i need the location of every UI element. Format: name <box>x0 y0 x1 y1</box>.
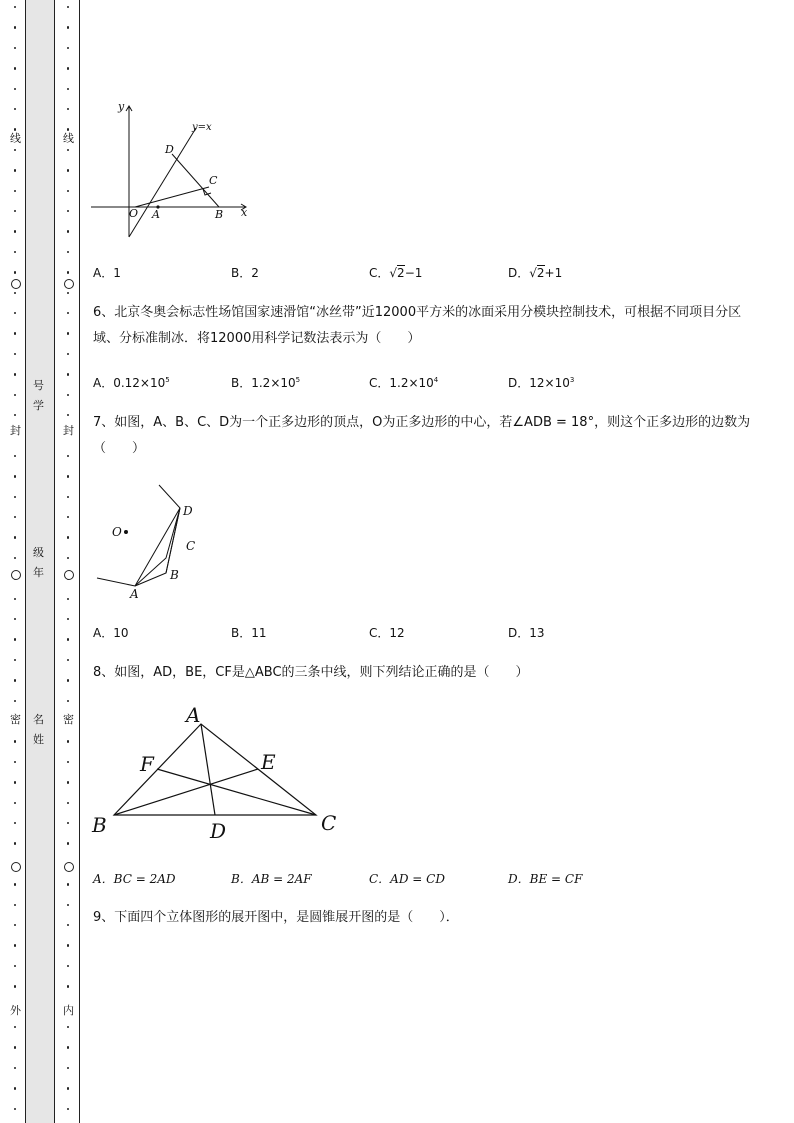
binding-dot <box>14 332 16 334</box>
q5-option-c-prefix: C． <box>369 266 390 280</box>
binding-dot <box>67 169 69 171</box>
binding-dot <box>67 944 69 946</box>
binding-dot <box>14 822 16 824</box>
q6-option-d-text: D．12×10 <box>508 376 570 390</box>
binding-dot <box>14 271 16 273</box>
binding-dot <box>67 985 69 987</box>
binding-dot <box>14 414 16 416</box>
q7-option-c[interactable]: C．12 <box>369 626 405 640</box>
binding-dot <box>14 26 16 28</box>
outer-label-feng: 封 <box>10 424 21 437</box>
label-O: O <box>129 207 139 220</box>
q6-option-b-text: B．1.2×10 <box>231 376 296 390</box>
q5-option-c-tail: −1 <box>404 266 423 280</box>
binding-dot <box>67 904 69 906</box>
binding-hole <box>11 862 21 872</box>
q5-option-d[interactable] <box>508 264 562 281</box>
binding-dot <box>14 1026 16 1028</box>
binding-dot <box>67 475 69 477</box>
binding-dot <box>14 190 16 192</box>
label-B: B <box>215 208 224 221</box>
sqrt-sign: √ <box>389 266 398 280</box>
binding-dot <box>67 618 69 620</box>
binding-dot <box>67 1108 69 1110</box>
q5-option-a[interactable]: A．1 <box>93 266 121 280</box>
binding-dot <box>67 292 69 294</box>
inner-label-nei: 内 <box>63 1004 74 1017</box>
binding-dot <box>14 373 16 375</box>
binding-dot <box>67 557 69 559</box>
binding-dot <box>14 883 16 885</box>
binding-dot <box>14 292 16 294</box>
info-label-xue: 学 <box>33 399 44 412</box>
binding-dot <box>14 353 16 355</box>
binding-dot <box>67 210 69 212</box>
binding-hole <box>11 279 21 289</box>
inner-label-mi: 密 <box>63 713 74 726</box>
label-C: C <box>321 811 337 835</box>
label-B: B <box>92 813 107 837</box>
label-C: C <box>209 174 218 187</box>
binding-dot <box>67 88 69 90</box>
binding-dot <box>14 6 16 8</box>
q7-option-a[interactable]: A．10 <box>93 626 129 640</box>
student-info-band <box>25 0 55 1123</box>
q6-option-a[interactable] <box>93 374 170 391</box>
binding-dot <box>14 536 16 538</box>
binding-dot <box>67 822 69 824</box>
binding-dot <box>14 618 16 620</box>
label-A: A <box>130 587 139 601</box>
inner-label-xian: 线 <box>63 132 74 145</box>
binding-dot <box>67 414 69 416</box>
label-E: E <box>261 750 276 774</box>
polygon-edges <box>97 485 180 586</box>
q5-option-d-radicand: 2 <box>536 266 545 280</box>
info-label-hao: 号 <box>33 379 44 392</box>
binding-dot <box>67 496 69 498</box>
q7-option-b[interactable]: B．11 <box>231 626 267 640</box>
label-D: D <box>210 819 227 843</box>
binding-dot <box>14 394 16 396</box>
binding-dot <box>67 312 69 314</box>
line-y-equals-x <box>129 128 196 237</box>
q8-option-a[interactable]: A．BC = 2AD <box>93 872 176 886</box>
binding-dot <box>14 251 16 253</box>
outer-label-mi: 密 <box>10 713 21 726</box>
q5-coordinate-figure <box>88 96 258 246</box>
binding-dot <box>14 108 16 110</box>
binding-dot <box>67 271 69 273</box>
binding-dot <box>67 353 69 355</box>
binding-dot <box>67 781 69 783</box>
binding-dot <box>67 924 69 926</box>
binding-dot <box>67 802 69 804</box>
sqrt-sign: √ <box>529 266 537 280</box>
binding-dot <box>67 1046 69 1048</box>
binding-dot <box>67 190 69 192</box>
binding-dot <box>67 108 69 110</box>
label-line: y=x <box>192 122 212 133</box>
binding-dot <box>14 944 16 946</box>
q7-option-d[interactable]: D．13 <box>508 626 545 640</box>
q8-option-b[interactable]: B．AB = 2AF <box>231 872 312 886</box>
binding-dot <box>67 536 69 538</box>
binding-dot <box>67 128 69 130</box>
q6-option-d-exp: 3 <box>569 376 575 384</box>
q6-option-b[interactable] <box>231 374 300 391</box>
binding-dot <box>67 516 69 518</box>
binding-dot <box>14 802 16 804</box>
inner-label-feng: 封 <box>63 424 74 437</box>
binding-dot <box>67 26 69 28</box>
inner-border-line <box>79 0 80 1123</box>
inner-dotted-line <box>66 0 72 1123</box>
binding-dot <box>67 1067 69 1069</box>
binding-dot <box>67 230 69 232</box>
q7-polygon-figure <box>92 478 212 603</box>
binding-dot <box>14 516 16 518</box>
q9-stem: 9、下面四个立体图形的展开图中，是圆锥展开图的是（ ）． <box>93 910 459 925</box>
binding-dot <box>67 6 69 8</box>
binding-dot <box>14 740 16 742</box>
binding-dot <box>14 1067 16 1069</box>
info-label-ji: 级 <box>33 546 44 559</box>
label-y: y <box>118 100 125 113</box>
binding-dot <box>67 659 69 661</box>
label-D: D <box>165 143 174 156</box>
binding-dot <box>14 985 16 987</box>
binding-dot <box>14 496 16 498</box>
q6-option-c[interactable] <box>369 374 438 391</box>
binding-dot <box>14 475 16 477</box>
binding-dot <box>67 47 69 49</box>
binding-dot <box>67 67 69 69</box>
binding-dot <box>67 373 69 375</box>
binding-dot <box>67 1026 69 1028</box>
binding-dot <box>14 904 16 906</box>
binding-dot <box>67 679 69 681</box>
q8-triangle-figure <box>88 700 348 845</box>
label-C: C <box>186 539 196 553</box>
binding-dot <box>14 149 16 151</box>
binding-dot <box>14 965 16 967</box>
binding-dot <box>14 638 16 640</box>
q8-option-d[interactable]: D．BE = CF <box>508 872 583 886</box>
label-x: x <box>241 206 248 219</box>
info-label-nian: 年 <box>33 566 44 579</box>
binding-dot <box>67 965 69 967</box>
outer-dotted-line <box>13 0 19 1123</box>
q6-stem: 6、北京冬奥会标志性场馆国家速滑馆“冰丝带”近12000平方米的冰面采用分模块控制技术，可根据不同项目分区域、分标准制冰．将12000用科学记数法表示为（ ） <box>93 305 742 346</box>
info-label-xing: 姓 <box>33 733 44 746</box>
binding-dot <box>14 67 16 69</box>
q6-option-c-exp: 4 <box>433 376 439 384</box>
binding-dot <box>14 169 16 171</box>
binding-dot <box>14 761 16 763</box>
binding-dot <box>67 700 69 702</box>
binding-dot <box>67 638 69 640</box>
binding-dot <box>67 149 69 151</box>
binding-dot <box>67 842 69 844</box>
q8-option-c[interactable]: C．AD = CD <box>369 872 445 886</box>
binding-dot <box>14 679 16 681</box>
q5-option-d-prefix: D． <box>508 266 530 280</box>
binding-dot <box>67 332 69 334</box>
q7-stem: 7、如图，A、B、C、D为一个正多边形的顶点，O为正多边形的中心，若∠ADB = 18°，则这个正多边形的边数为（ ） <box>93 415 751 456</box>
binding-dot <box>14 128 16 130</box>
q6-option-a-text: A．0.12×10 <box>93 376 166 390</box>
binding-dot <box>14 842 16 844</box>
binding-dot <box>67 455 69 457</box>
q6-option-b-exp: 5 <box>295 376 301 384</box>
q8-stem: 8、如图，AD，BE，CF是△ABC的三条中线，则下列结论正确的是（ ） <box>93 665 529 680</box>
binding-dot <box>14 659 16 661</box>
segment-OC <box>135 187 209 207</box>
binding-dot <box>14 700 16 702</box>
binding-dot <box>14 557 16 559</box>
binding-dot <box>14 781 16 783</box>
label-F: F <box>140 752 154 776</box>
binding-dot <box>14 455 16 457</box>
binding-dot <box>14 1108 16 1110</box>
binding-dot <box>67 761 69 763</box>
binding-hole <box>11 570 21 580</box>
binding-dot <box>67 251 69 253</box>
info-label-ming: 名 <box>33 713 44 726</box>
binding-dot <box>14 1046 16 1048</box>
label-B: B <box>170 568 179 582</box>
binding-dot <box>14 210 16 212</box>
q6-option-c-text: C．1.2×10 <box>369 376 434 390</box>
q6-option-a-exp: 5 <box>165 376 170 384</box>
label-A: A <box>152 208 160 221</box>
center-O <box>124 530 128 534</box>
binding-hole <box>64 570 74 580</box>
binding-dot <box>67 883 69 885</box>
binding-hole <box>64 279 74 289</box>
q5-option-c-radicand: 2 <box>397 266 405 280</box>
binding-dot <box>67 394 69 396</box>
binding-dot <box>14 88 16 90</box>
label-O: O <box>112 525 122 539</box>
binding-dot <box>14 924 16 926</box>
binding-dot <box>67 598 69 600</box>
binding-dot <box>14 598 16 600</box>
q5-option-d-tail: +1 <box>544 266 563 280</box>
binding-hole <box>64 862 74 872</box>
q5-option-b[interactable]: B．2 <box>231 266 259 280</box>
binding-dot <box>14 312 16 314</box>
binding-margin <box>0 0 82 1123</box>
q5-option-c[interactable] <box>369 264 422 281</box>
q6-option-d[interactable] <box>508 374 574 391</box>
binding-dot <box>14 47 16 49</box>
label-D: D <box>183 504 193 518</box>
binding-dot <box>67 1087 69 1089</box>
label-A: A <box>186 703 201 727</box>
binding-dot <box>67 740 69 742</box>
binding-dot <box>14 230 16 232</box>
outer-label-xian: 线 <box>10 132 21 145</box>
outer-label-wai: 外 <box>10 1004 21 1017</box>
median-AD <box>201 724 215 815</box>
binding-dot <box>14 1087 16 1089</box>
